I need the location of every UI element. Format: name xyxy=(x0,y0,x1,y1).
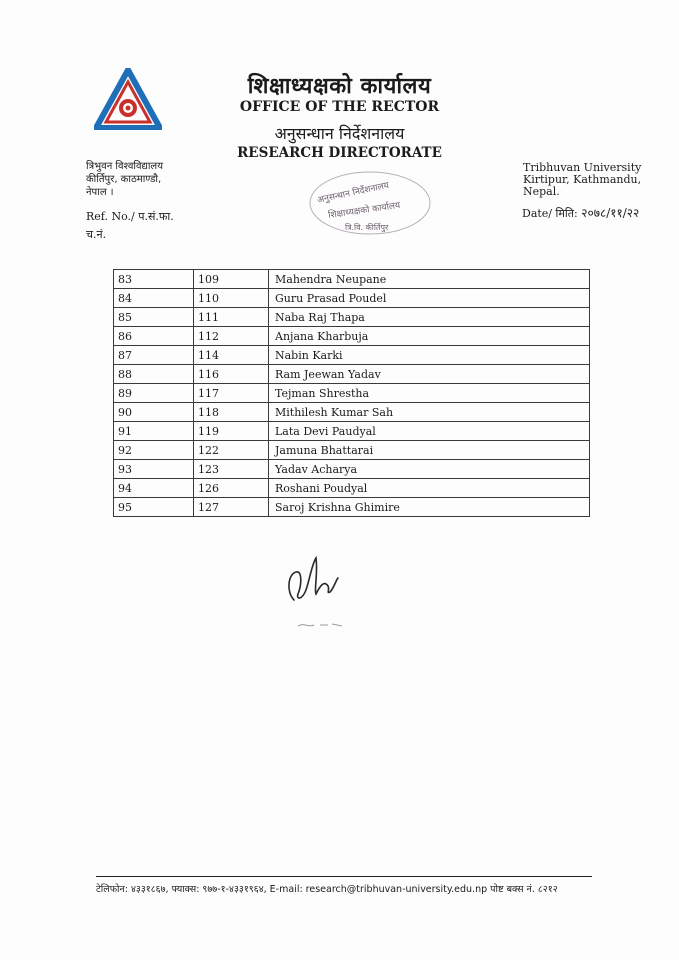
name-cell: Lata Devi Paudyal xyxy=(269,422,590,441)
address-english xyxy=(523,162,641,198)
name-cell: Saroj Krishna Ghimire xyxy=(269,498,590,517)
table-row xyxy=(114,365,590,384)
address-line: कीर्तिपुर, काठमाण्डौ, xyxy=(86,174,162,185)
date-label: Date/ मिति: xyxy=(522,207,578,220)
table-row xyxy=(114,460,590,479)
roll-cell: 110 xyxy=(194,289,269,308)
office-stamp-icon xyxy=(305,168,435,238)
table-row xyxy=(114,479,590,498)
date-value: २०७८/११/२२ xyxy=(581,206,640,220)
directorate-title-nepali: अनुसन्धान निर्देशनालय xyxy=(274,124,405,143)
name-cell: Nabin Karki xyxy=(269,346,590,365)
serial-cell: 86 xyxy=(114,327,194,346)
address-line: नेपाल । xyxy=(86,187,114,198)
serial-cell: 93 xyxy=(114,460,194,479)
name-cell: Ram Jeewan Yadav xyxy=(269,365,590,384)
table-row xyxy=(114,384,590,403)
name-cell: Guru Prasad Poudel xyxy=(269,289,590,308)
serial-cell: 85 xyxy=(114,308,194,327)
reference-block xyxy=(86,208,174,244)
roll-cell: 118 xyxy=(194,403,269,422)
roll-cell: 123 xyxy=(194,460,269,479)
roll-cell: 127 xyxy=(194,498,269,517)
signature-icon xyxy=(272,550,352,610)
table-row xyxy=(114,346,590,365)
roll-cell: 114 xyxy=(194,346,269,365)
stamp-line: त्रि.वि. कीर्तिपुर xyxy=(345,223,389,232)
ref-number-label: Ref. No./ प.सं.फा. xyxy=(86,210,174,223)
name-cell: Tejman Shrestha xyxy=(269,384,590,403)
table-row xyxy=(114,289,590,308)
address-nepali xyxy=(86,160,163,199)
name-cell: Yadav Acharya xyxy=(269,460,590,479)
table-row xyxy=(114,498,590,517)
table-row xyxy=(114,403,590,422)
dispatch-number-label: च.नं. xyxy=(86,228,107,241)
serial-cell: 95 xyxy=(114,498,194,517)
directorate-title-english: RESEARCH DIRECTORATE xyxy=(237,145,442,161)
table-row xyxy=(114,422,590,441)
name-cell: Naba Raj Thapa xyxy=(269,308,590,327)
roll-cell: 117 xyxy=(194,384,269,403)
address-line: त्रिभुवन विश्वविद्यालय xyxy=(86,161,164,172)
roll-cell: 119 xyxy=(194,422,269,441)
address-line: Tribhuvan University xyxy=(523,161,642,174)
serial-cell: 92 xyxy=(114,441,194,460)
serial-cell: 84 xyxy=(114,289,194,308)
stamp-line: शिक्षाध्यक्षको कार्यालय xyxy=(327,200,401,221)
office-title-nepali: शिक्षाध्यक्षको कार्यालय xyxy=(247,73,432,99)
results-table xyxy=(113,269,590,517)
name-cell: Anjana Kharbuja xyxy=(269,327,590,346)
serial-cell: 83 xyxy=(114,270,194,289)
name-cell: Mahendra Neupane xyxy=(269,270,590,289)
serial-cell: 89 xyxy=(114,384,194,403)
roll-cell: 116 xyxy=(194,365,269,384)
address-line: Kirtipur, Kathmandu, xyxy=(523,173,642,186)
table-row xyxy=(114,308,590,327)
footer-contact: टेलिफोन: ४३३१८६७, फ्याक्स: ९७७-१-४३३१९६४, E-mail: research@tribhuvan-university.edu.np पोष्ट बक्स नं. ८२१२ xyxy=(96,884,558,895)
table-row xyxy=(114,270,590,289)
serial-cell: 91 xyxy=(114,422,194,441)
serial-cell: 87 xyxy=(114,346,194,365)
name-cell: Mithilesh Kumar Sah xyxy=(269,403,590,422)
table-row xyxy=(114,441,590,460)
roll-cell: 111 xyxy=(194,308,269,327)
serial-cell: 94 xyxy=(114,479,194,498)
address-line: Nepal. xyxy=(523,185,560,198)
roll-cell: 112 xyxy=(194,327,269,346)
roll-cell: 126 xyxy=(194,479,269,498)
name-cell: Roshani Poudyal xyxy=(269,479,590,498)
date-block xyxy=(522,204,639,221)
serial-cell: 88 xyxy=(114,365,194,384)
office-title-english: OFFICE OF THE RECTOR xyxy=(239,99,440,115)
footer-divider xyxy=(96,876,592,877)
roll-cell: 109 xyxy=(194,270,269,289)
faint-mark-icon xyxy=(296,620,346,630)
table-row xyxy=(114,327,590,346)
stamp-line: अनुसन्धान निर्देशनालय xyxy=(316,180,390,206)
roll-cell: 122 xyxy=(194,441,269,460)
serial-cell: 90 xyxy=(114,403,194,422)
name-cell: Jamuna Bhattarai xyxy=(269,441,590,460)
